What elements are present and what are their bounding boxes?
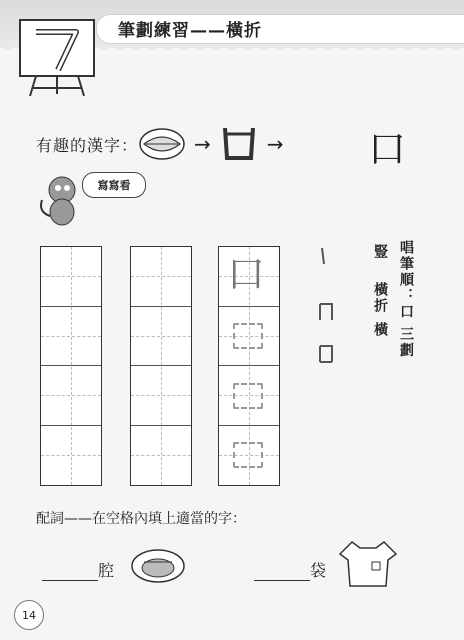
stroke-step-2 [316, 300, 338, 324]
trace-box [233, 383, 263, 409]
stroke-name-1: 豎 [372, 244, 388, 260]
arrow-icon: → [266, 132, 284, 156]
shirt-icon [336, 538, 400, 590]
stroke-name-3: 橫 [372, 322, 388, 338]
exercise-instruction: 配詞——在空格內填上適當的字： [36, 511, 246, 527]
speech-bubble: 寫寫看 [82, 172, 146, 198]
page-title: 筆劃練習——橫折 [118, 21, 262, 41]
model-character: 口 [227, 252, 266, 296]
trace-box [233, 442, 263, 468]
lips-icon [138, 126, 186, 162]
pictograph-mouth-icon [219, 124, 259, 164]
stroke-order-steps [316, 244, 356, 370]
mouth-open-icon [130, 546, 186, 586]
answer-blank-2[interactable] [254, 562, 310, 581]
modern-character: 口 [368, 127, 407, 171]
exercise-item-2 [254, 558, 326, 581]
intro-label: 有趣的漢字： [36, 135, 139, 155]
stroke-step-1 [316, 244, 338, 268]
page-number: 14 [14, 600, 44, 630]
stroke-name-2: 橫折 [372, 282, 388, 314]
stroke-step-3 [316, 342, 338, 366]
writing-grid-2[interactable] [130, 246, 192, 486]
exercise-word-1: 腔 [98, 561, 115, 580]
stroke-order-title: 唱筆順：口 三劃 [398, 240, 414, 359]
answer-blank-1[interactable] [42, 562, 98, 581]
writing-grid-1[interactable] [40, 246, 102, 486]
intro-row [36, 122, 292, 166]
arrow-icon: → [194, 132, 211, 156]
writing-grid-model[interactable] [218, 246, 280, 486]
exercise-word-2: 袋 [310, 561, 327, 580]
easel-icon [18, 18, 96, 98]
trace-box [233, 323, 263, 349]
exercise-item-1 [42, 558, 114, 581]
